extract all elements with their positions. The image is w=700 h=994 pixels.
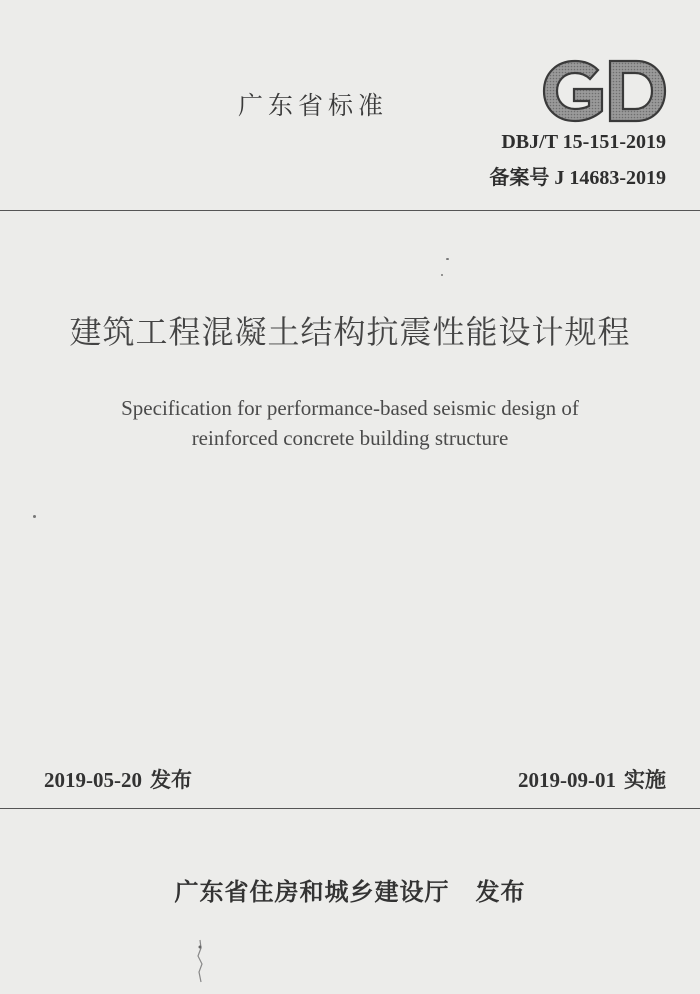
gd-logo-icon	[540, 56, 668, 126]
paper-speck	[441, 274, 443, 276]
record-number: 备案号 J 14683-2019	[489, 167, 666, 189]
document-title-chinese: 建筑工程混凝土结构抗震性能设计规程	[69, 313, 631, 351]
paper-speck	[33, 515, 36, 518]
standard-number: DBJ/T 15-151-2019	[501, 131, 666, 153]
document-title-english-line2: reinforced concrete building structure	[191, 426, 509, 450]
implement-label: 实施	[624, 768, 666, 792]
implement-date: 2019-09-01	[518, 768, 616, 792]
paper-speck	[446, 258, 449, 260]
publisher-line	[0, 872, 700, 907]
top-divider	[0, 210, 700, 211]
bottom-divider	[0, 808, 700, 809]
document-title-english-line1: Specification for performance-based seismic design of	[121, 396, 579, 420]
publisher-label: 发布	[475, 878, 526, 906]
publisher-name: 广东省住房和城乡建设厅	[174, 878, 450, 906]
issue-label: 发布	[150, 768, 192, 792]
standard-type: 广东省标准	[238, 91, 389, 120]
issue-date: 2019-05-20	[44, 768, 142, 792]
paper-scratch	[190, 938, 210, 988]
implement-date-line	[518, 764, 666, 794]
issue-date-line	[44, 764, 192, 794]
